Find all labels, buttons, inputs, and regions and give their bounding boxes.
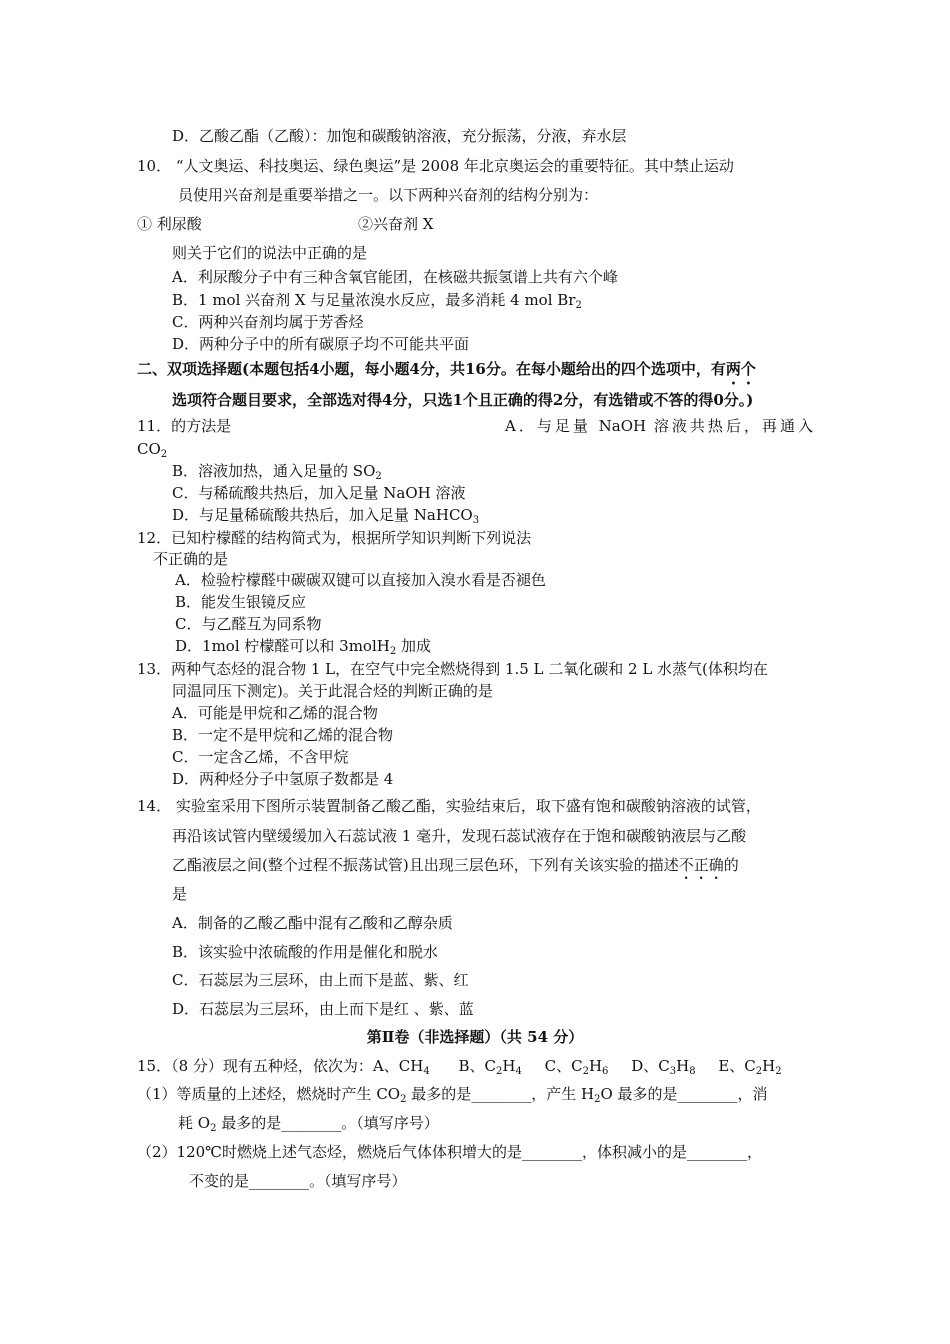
q10-stem-line1: 10． “人文奥运、科技奥运、绿色奥运”是 2008 年北京奥运会的重要特征。其中禁止运动 (137, 157, 734, 175)
q14-stem-line2: 再沿该试管内壁缓缓加入石蕊试液 1 毫升，发现石蕊试液存在于饱和碳酸钠液层与乙酸 (172, 827, 747, 845)
q13-option-c: C．一定含乙烯，不含甲烷 (172, 748, 349, 766)
q14-stem-line3: 乙酯液层之间(整个过程不振荡试管)且出现三层色环，下列有关该实验的描述不正确的 (172, 856, 739, 874)
part2-title: 第Ⅱ卷（非选择题）（共 54 分） (366, 1028, 584, 1046)
q10-question: 则关于它们的说法中正确的是 (172, 244, 368, 262)
q11-option-a: A．与足量 NaOH 溶液共热后，再通入 (505, 417, 813, 435)
q9-option-d: D．乙酸乙酯（乙酸）：加饱和碳酸钠溶液，充分振荡，分液，弃水层 (172, 127, 627, 145)
q12-option-c: C．与乙醛互为同系物 (175, 615, 322, 633)
q11-option-d: D．与足量稀硫酸共热后，加入足量 NaHCO$_3$ (172, 506, 480, 526)
q10-option-d: D．两种分子中的所有碳原子均不可能共平面 (172, 335, 470, 353)
q10-structure-label-1: ① 利尿酸 (137, 215, 202, 233)
q15-part2-line2: 不变的是________。（填写序号） (189, 1172, 407, 1190)
q13-option-d: D．两种烃分子中氢原子数都是 4 (172, 770, 394, 788)
q11-option-a-cont: $CO_2$ (137, 440, 168, 460)
q15-part1-line1: （1）等质量的上述烃，燃烧时产生 $CO_2$ 最多的是________，产生 $H_2O$ 最多的是________，消 (137, 1085, 768, 1105)
q14-stem-line4: 是 (172, 885, 188, 903)
q15-stem: 15．（8 分）现有五种烃，依次为：A、$CH_4$ B、$C_2H_4$ C、$C_2H_6$ D、$C_3H_8$ E、$C_2H_2$ (137, 1057, 782, 1077)
q14-option-d: D．石蕊层为三层环，由上而下是红 、紫、蓝 (172, 1000, 474, 1018)
q12-option-d: D．1mol 柠檬醛可以和 3molH$_2$ 加成 (175, 637, 431, 657)
q12-option-b: B．能发生银镜反应 (175, 593, 307, 611)
q13-stem-line1: 13．两种气态烃的混合物 1 L，在空气中完全燃烧得到 1.5 L 二氧化碳和 2 L 水蒸气(体积均在 (137, 660, 768, 678)
q15-part1-line2: 耗 $O_2$ 最多的是________。（填写序号） (178, 1114, 439, 1134)
q13-option-a: A．可能是甲烷和乙烯的混合物 (172, 704, 378, 722)
q14-option-b: B．该实验中浓硫酸的作用是催化和脱水 (172, 943, 439, 961)
q10-option-c: C．两种兴奋剂均属于芳香烃 (172, 313, 364, 331)
q14-stem-line1: 14． 实验室采用下图所示装置制备乙酸乙酯，实验结束后，取下盛有饱和碳酸钠溶液的试管， (137, 797, 761, 815)
q14-option-a: A．制备的乙酸乙酯中混有乙酸和乙醇杂质 (172, 914, 453, 932)
q15-part2-line1: （2）120℃时燃烧上述气态烃，燃烧后气体体积增大的是________，体积减小的是________， (137, 1143, 762, 1161)
q12-stem-line2: 不正确的是 (153, 550, 229, 568)
section2-heading-line1: 二、双项选择题(本题包括4小题，每小题4分，共16分。在每小题给出的四个选项中，有两个 (137, 360, 756, 378)
q11-stem: 11．的方法是 (137, 417, 232, 435)
q13-option-b: B．一定不是甲烷和乙烯的混合物 (172, 726, 394, 744)
q10-structure-label-2: ②兴奋剂 X (358, 215, 434, 233)
q12-stem-line1: 12．已知柠檬醛的结构简式为，根据所学知识判断下列说法 (137, 529, 532, 547)
q11-option-c: C．与稀硫酸共热后，加入足量 NaOH 溶液 (172, 484, 466, 502)
q10-option-b: B．1 mol 兴奋剂 X 与足量浓溴水反应，最多消耗 4 mol $Br_2$ (172, 291, 582, 311)
q10-option-a: A．利尿酸分子中有三种含氧官能团，在核磁共振氢谱上共有六个峰 (172, 268, 618, 286)
q10-stem-line2: 员使用兴奋剂是重要举措之一。以下两种兴奋剂的结构分别为： (178, 186, 599, 204)
section2-heading-line2: 选项符合题目要求，全部选对得4分，只选1个且正确的得2分，有选错或不答的得0分。) (172, 391, 754, 409)
q13-stem-line2: 同温同压下测定)。关于此混合烃的判断正确的是 (172, 682, 493, 700)
q14-option-c: C．石蕊层为三层环，由上而下是蓝、紫、红 (172, 971, 469, 989)
q12-option-a: A．检验柠檬醛中碳碳双键可以直接加入溴水看是否褪色 (175, 571, 546, 589)
q11-option-b: B．溶液加热，通入足量的 $SO_2$ (172, 462, 382, 482)
